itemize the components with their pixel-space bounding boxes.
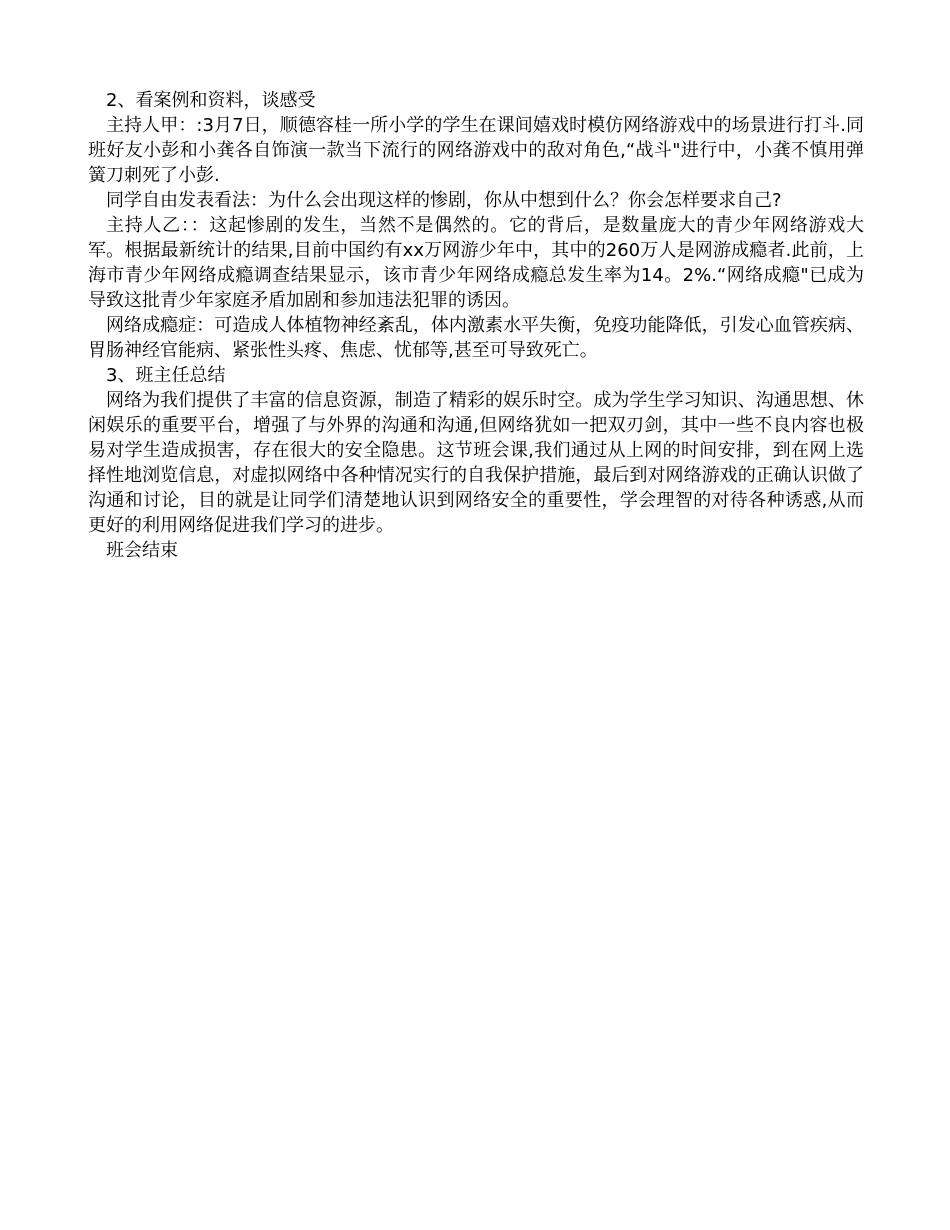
case-paragraph: 主持人甲：:3月7日，顺德容桂一所小学的学生在课间嬉戏时模仿网络游戏中的场景进行打斗.同班好友小彭和小龚各自饰演一款当下流行的网络游戏中的敌对角色,“战斗"进行中，小龚不慎用弹簧刀刺死了小彭. [88, 115, 864, 186]
host-b-paragraph: 主持人乙：：这起惨剧的发生，当然不是偶然的。它的背后，是数量庞大的青少年网络游戏大军。根据最新统计的结果,目前中国约有xx万网游少年中，其中的260万人是网游成瘾者.此前，上海市青少年网络成瘾调查结果显示，该市青少年网络成瘾总发生率为14。2%.“网络成瘾"已成为导致这批青少年家庭矛盾加剧和参加违法犯罪的诱因。 [88, 215, 864, 311]
document-page [88, 88, 864, 563]
section-3-heading: 3、班主任总结 [106, 365, 226, 386]
closing-line: 班会结束 [106, 540, 178, 561]
summary-paragraph: 网络为我们提供了丰富的信息资源，制造了精彩的娱乐时空。成为学生学习知识、沟通思想、休闲娱乐的重要平台，增强了与外界的沟通和沟通,但网络犹如一把双刃剑，其中一些不良内容也极易对学生造成损害，存在很大的安全隐患。这节班会课,我们通过从上网的时间安排，到在网上选择性地浏览信息，对虚拟网络中各种情况实行的自我保护措施，最后到对网络游戏的正确认识做了沟通和讨论，目的就是让同学们清楚地认识到网络安全的重要性，学会理智的对待各种诱惑,从而更好的利用网络促进我们学习的进步。 [88, 390, 864, 536]
addiction-paragraph: 网络成瘾症：可造成人体植物神经紊乱，体内激素水平失衡，免疫功能降低，引发心血管疾病、胃肠神经官能病、紧张性头疼、焦虑、忧郁等,甚至可导致死亡。 [88, 315, 864, 361]
discussion-paragraph: 同学自由发表看法：为什么会出现这样的惨剧，你从中想到什么？你会怎样要求自己? [106, 190, 782, 211]
section-2-heading: 2、看案例和资料，谈感受 [106, 90, 316, 111]
